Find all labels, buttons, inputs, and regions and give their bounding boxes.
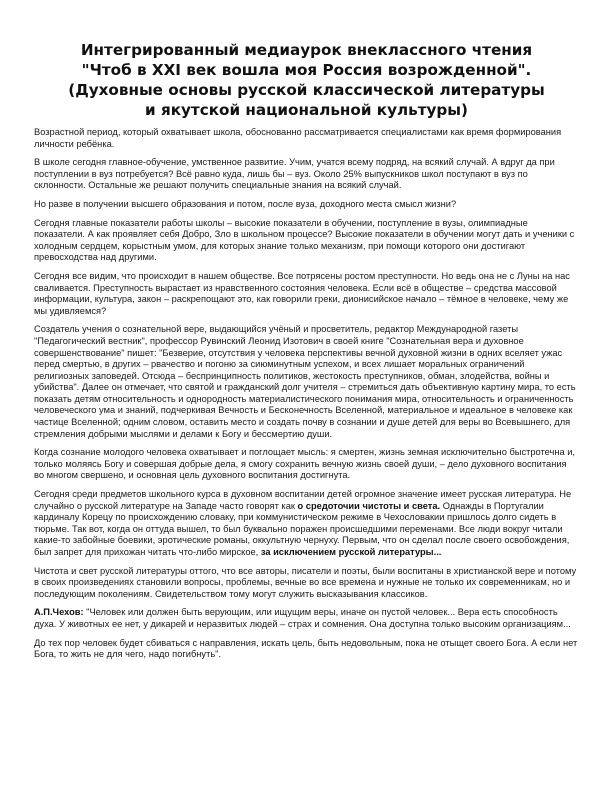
paragraph-ruvinsky: Создатель учения о сознательной вере, выдающийся учёный и просветитель, редактор Международной газеты "Педагогический вестник", профессор Рувинский Леонид Изотович в своей книге "Сознательная вера и духовное совершенствование" пишет: "Безверие, отсутствия у человека перспективы вечной духовной жизни в одних вселяет ужас перед смертью, в других – рвачество и погоню за сиюминутным успехом, и всех лишает моральных ограничений религиозных заповедей. Отсюда – беспринципность политиков, жестокость преступников, обман, злодейства, войны и убийства". Далее он отмечает, что святой и гражданский долг учителя – стремиться дать объективную картину мира, то есть показать детям относительность и однородность материалистического понимания мира, относительность и ограниченность человеческого ума и знаний, подчеркивая Вечность и Бесконечность Вселенной, материальное и идеальное в человеке как частице Вселенной; одним словом, оставить место и создать почву в сознании и душе детей для веры во Всевышнего, для стремления добрыми мыслями и делами к Богу и бессмертию души. xyxy=(34,324,576,439)
title-line-4: и якутской национальной культуры) xyxy=(145,101,468,119)
paragraph-age-period: Возрастной период, который охватывает школа, обоснованно рассматривается специалистами как время формирования личности ребёнка. xyxy=(34,127,562,149)
paragraph-chekhov-quote-end: До тех пор человек будет сбиваться с направления, искать цель, быть недовольным, пока не отыщет своего Бога. А если нет Бога, то жить не для чего, надо погибнуть". xyxy=(34,637,578,660)
paragraph-chekhov-quote xyxy=(34,607,579,630)
title-line-3: (Духовные основы русской классической литературы xyxy=(68,81,545,99)
quote-author: А.П.Чехов: xyxy=(34,607,84,618)
text-segment: Однажды в Португалии кардиналу Корецу по происхождению словаку, при коммунистическом режиме в Чехословакии пришлось долго сидеть в тюрьме. Так вот, когда он оттуда вышел, то был буквально поражен происшедшими переменами. Все люди вокруг читали какие-то забойные боевики, эротические романы, оккультную чернуху. Первым, что он сделал после своего освобождения, был запрет для прихожан читать что-либо мирское, xyxy=(34,500,570,557)
title-line-2: "Чтоб в XXI век вошла моя Россия возрожденной". xyxy=(81,61,532,79)
text-segment: Сегодня среди предметов школьного курса в духовном воспитании детей огромное значение имеет русская литература. Не случайно о русской литературе на Западе часто говорят как xyxy=(34,489,572,511)
emphasis-except-russian-literature: за исключением русской литературы... xyxy=(260,547,442,557)
emphasis-purity-light: о средоточии чистоты и света. xyxy=(297,500,441,511)
paragraph-school-indicators: Сегодня главные показатели работы школы – высокие показатели в обучении, поступление в вузы, олимпиадные показатели. А как проявляет себя Добро, Зло в школьном процессе? Высокие показатели в обучении могут дать и ученики с холодным сердцем, корыстным умом, для которых знание только механизм, при помощи которого они достигают превосходства над другими. xyxy=(34,217,575,263)
paragraph-meaning-of-life: Но разве в получении высшего образования и потом, после вуза, доходного места смысл жизни? xyxy=(34,198,457,209)
quote-text: "Человек или должен быть верующим, или ищущим веры, иначе он пустой человек... Вера есть способность духа. У животных ее нет, у дикарей и неразвитых людей – страх и сомнения. Она доступна только высоким организациям... xyxy=(34,607,571,629)
title-line-1: Интегрированный медиаурок внеклассного чтения xyxy=(80,41,533,59)
paragraph-school-learning: В школе сегодня главное-обучение, умственное развитие. Учим, учатся всему подряд, на всякий случай. А вдруг да при поступлении в вуз потребуется? Всё равно куда, лишь бы – вуз. Около 25% выпускников школ поступают в вуз по склонности. Остальные же решают получить специальные знания на всякий случай. xyxy=(34,157,555,191)
paragraph-crime: Сегодня все видим, что происходит в нашем обществе. Все потрясены ростом преступности. Но ведь она не с Луны на нас сваливается. Преступность вырастает из нравственного состояния человека. Если всё в обществе – средства массовой информации, культура, закон – раскрепощают это, как говорили греки, дионисийское начало – тёмное в человеке, чему же мы удивляемся? xyxy=(34,270,570,316)
paragraph-christian-faith: Чистота и свет русской литературы оттого, что все авторы, писатели и поэты, были воспитаны в христианской вере и потому в своих произведениях становили вопросы, проблемы, вечные во все времена и нужные не только их современникам, но и последующим поколениям. Свидетельством тому могут служить высказывания классиков. xyxy=(34,565,577,599)
paragraph-russian-literature xyxy=(34,489,579,559)
document-page xyxy=(34,40,579,668)
document-title xyxy=(34,40,579,120)
paragraph-mortality: Когда сознание молодого человека охватывает и поглощает мысль: я смертен, жизнь земная исключительно быстротечна и, только моляясь Богу и совершая добрые дела, я смогу сохранить вечную жизнь своей души, – дело духовного воспитания во многом свершено, и основная цель духовного воспитания достигнута. xyxy=(34,447,576,481)
